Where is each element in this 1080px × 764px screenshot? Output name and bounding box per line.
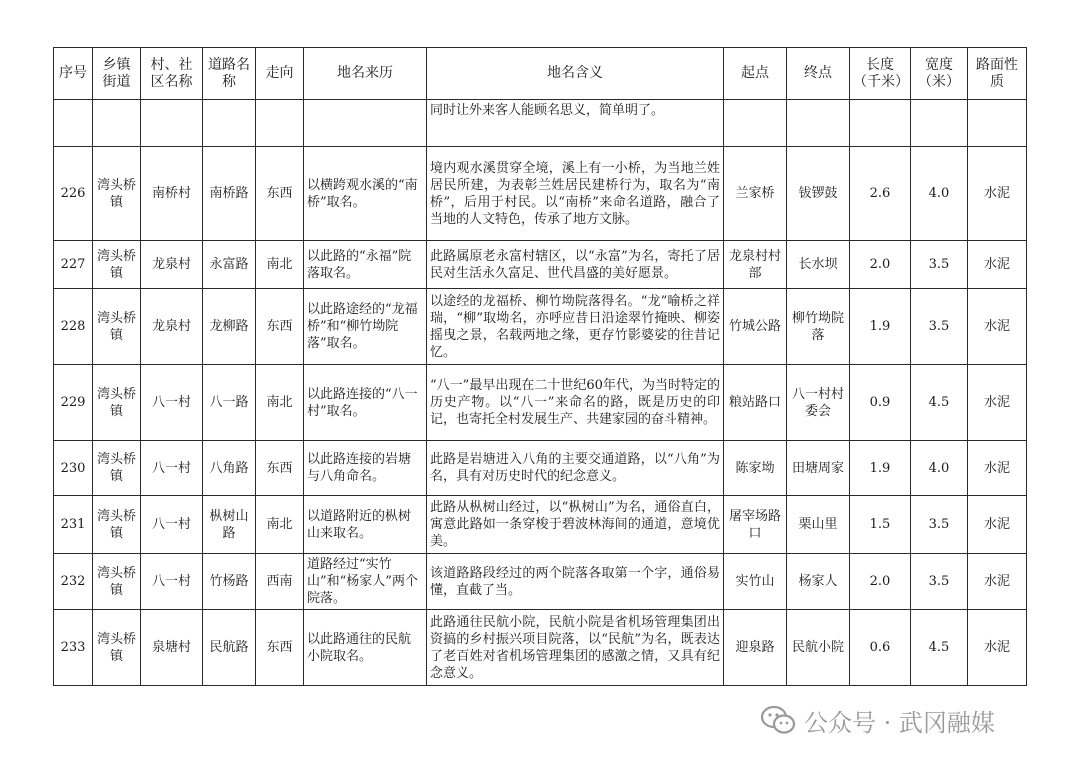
row-number: 229 [54,365,93,441]
table-row [54,147,1027,241]
surface-cell: 水泥 [968,441,1027,496]
origin-cell: 以此路连接的“八一村”取名。 [304,365,427,441]
town-cell: 湾头桥镇 [93,365,141,441]
start-cell: 龙泉村村部 [724,241,787,289]
village-cell: 南桥村 [141,147,203,241]
origin-cell: 以横跨观水溪的“南桥”取名。 [304,147,427,241]
table-row [54,496,1027,554]
end-cell: 八一村村委会 [787,365,850,441]
meaning-cell: 境内观水溪贯穿全境，溪上有一小桥，为当地兰姓居民所建，为表彰兰姓居民建桥行为，取名为“南桥”，后用于村民。以“南桥”来命名道路，融合了当地的人文特色，传承了地方文脉。 [427,147,724,241]
meaning-cell: 此路属原老永富村辖区，以“永富”为名，寄托了居民对生活永久富足、世代昌盛的美好愿景。 [427,241,724,289]
surface-cell: 水泥 [968,241,1027,289]
surface-cell: 水泥 [968,365,1027,441]
header-direction: 走向 [256,48,304,100]
start-cell: 屠宰场路口 [724,496,787,554]
table-row [54,241,1027,289]
header-meaning: 地名含义 [427,48,724,100]
header-road: 道路名称 [203,48,256,100]
road-name-cell: 枞树山路 [203,496,256,554]
direction-cell: 西南 [256,554,304,610]
width-cell: 3.5 [911,241,968,289]
header-town: 乡镇街道 [93,48,141,100]
village-cell: 龙泉村 [141,289,203,365]
watermark [760,700,995,740]
town-cell: 湾头桥镇 [93,289,141,365]
surface-cell: 水泥 [968,289,1027,365]
end-cell: 田塘周家 [787,441,850,496]
town-cell: 湾头桥镇 [93,441,141,496]
width-cell: 4.0 [911,147,968,241]
width-cell: 4.0 [911,441,968,496]
road-name-cell: 八角路 [203,441,256,496]
continuation-meaning: 同时让外来客人能顾名思义，简单明了。 [427,100,724,147]
table-row [54,365,1027,441]
width-cell: 3.5 [911,554,968,610]
length-cell: 2.6 [850,147,911,241]
length-cell: 1.9 [850,289,911,365]
origin-cell: 以此路途经的“龙福桥”和“柳竹坳院落”取名。 [304,289,427,365]
start-cell: 迎泉路 [724,610,787,686]
table-header-row [54,48,1027,100]
direction-cell: 东西 [256,289,304,365]
direction-cell: 南北 [256,241,304,289]
row-number: 231 [54,496,93,554]
row-number: 227 [54,241,93,289]
meaning-cell: 以途经的龙福桥、柳竹坳院落得名。“龙”喻桥之祥瑞，“柳”取坳名，亦呼应昔日沿途翠竹掩映、柳姿摇曳之景，名载两地之缘，更存竹影婆娑的往昔记忆。 [427,289,724,365]
table-row [54,289,1027,365]
header-surface: 路面性质 [968,48,1027,100]
meaning-cell: 此路通往民航小院，民航小院是省机场管理集团出资搞的乡村振兴项目院落，以“民航”为名，既表达了老百姓对省机场管理集团的感激之情，又具有纪念意义。 [427,610,724,686]
table-row [54,441,1027,496]
header-no: 序号 [54,48,93,100]
row-number: 230 [54,441,93,496]
road-name-cell: 民航路 [203,610,256,686]
town-cell: 湾头桥镇 [93,554,141,610]
header-end: 终点 [787,48,850,100]
meaning-cell: “八一”最早出现在二十世纪60年代，为当时特定的历史产物。以“八一”来命名的路，既是历史的印记，也寄托全村发展生产、共建家园的奋斗精神。 [427,365,724,441]
width-cell: 4.5 [911,365,968,441]
village-cell: 八一村 [141,365,203,441]
header-origin: 地名来历 [304,48,427,100]
start-cell: 兰家桥 [724,147,787,241]
row-number: 233 [54,610,93,686]
start-cell: 粮站路口 [724,365,787,441]
length-cell: 2.0 [850,554,911,610]
village-cell: 八一村 [141,554,203,610]
end-cell: 栗山里 [787,496,850,554]
origin-cell: 以此路连接的岩塘与八角命名。 [304,441,427,496]
direction-cell: 南北 [256,365,304,441]
direction-cell: 南北 [256,496,304,554]
start-cell: 竹城公路 [724,289,787,365]
origin-cell: 以道路附近的枞树山来取名。 [304,496,427,554]
town-cell: 湾头桥镇 [93,610,141,686]
width-cell: 3.5 [911,289,968,365]
meaning-cell: 该道路路段经过的两个院落各取第一个字，通俗易懂，直截了当。 [427,554,724,610]
watermark-text: 公众号 · 武冈融媒 [804,708,995,737]
direction-cell: 东西 [256,610,304,686]
row-number: 232 [54,554,93,610]
surface-cell: 水泥 [968,610,1027,686]
road-name-cell: 南桥路 [203,147,256,241]
town-cell: 湾头桥镇 [93,241,141,289]
start-cell: 陈家坳 [724,441,787,496]
surface-cell: 水泥 [968,554,1027,610]
direction-cell: 东西 [256,147,304,241]
length-cell: 1.9 [850,441,911,496]
village-cell: 龙泉村 [141,241,203,289]
header-village: 村、社区名称 [141,48,203,100]
village-cell: 八一村 [141,441,203,496]
origin-cell: 道路经过“实竹山”和“杨家人”两个院落。 [304,554,427,610]
road-name-cell: 竹杨路 [203,554,256,610]
end-cell: 民航小院 [787,610,850,686]
place-name-table [53,47,1027,686]
length-cell: 1.5 [850,496,911,554]
road-name-cell: 龙柳路 [203,289,256,365]
meaning-cell: 此路是岩塘进入八角的主要交通道路，以“八角”为名，具有对历史时代的纪念意义。 [427,441,724,496]
direction-cell: 东西 [256,441,304,496]
width-cell: 3.5 [911,496,968,554]
length-cell: 0.9 [850,365,911,441]
village-cell: 八一村 [141,496,203,554]
wechat-icon [760,705,796,735]
header-width: 宽度（米） [911,48,968,100]
width-cell: 4.5 [911,610,968,686]
end-cell: 长水坝 [787,241,850,289]
end-cell: 柳竹坳院落 [787,289,850,365]
end-cell: 杨家人 [787,554,850,610]
table-row [54,554,1027,610]
end-cell: 钹锣鼓 [787,147,850,241]
table-row [54,610,1027,686]
village-cell: 泉塘村 [141,610,203,686]
meaning-cell: 此路从枞树山经过，以“枞树山”为名，通俗直白，寓意此路如一条穿梭于碧波林海间的通道，意境优美。 [427,496,724,554]
length-cell: 2.0 [850,241,911,289]
header-length: 长度（千米） [850,48,911,100]
row-number: 228 [54,289,93,365]
town-cell: 湾头桥镇 [93,147,141,241]
header-start: 起点 [724,48,787,100]
road-name-cell: 永富路 [203,241,256,289]
road-name-cell: 八一路 [203,365,256,441]
surface-cell: 水泥 [968,147,1027,241]
town-cell: 湾头桥镇 [93,496,141,554]
continuation-row [54,100,1027,147]
surface-cell: 水泥 [968,496,1027,554]
row-number: 226 [54,147,93,241]
origin-cell: 以此路通往的民航小院取名。 [304,610,427,686]
origin-cell: 以此路的“永福”院落取名。 [304,241,427,289]
start-cell: 实竹山 [724,554,787,610]
length-cell: 0.6 [850,610,911,686]
